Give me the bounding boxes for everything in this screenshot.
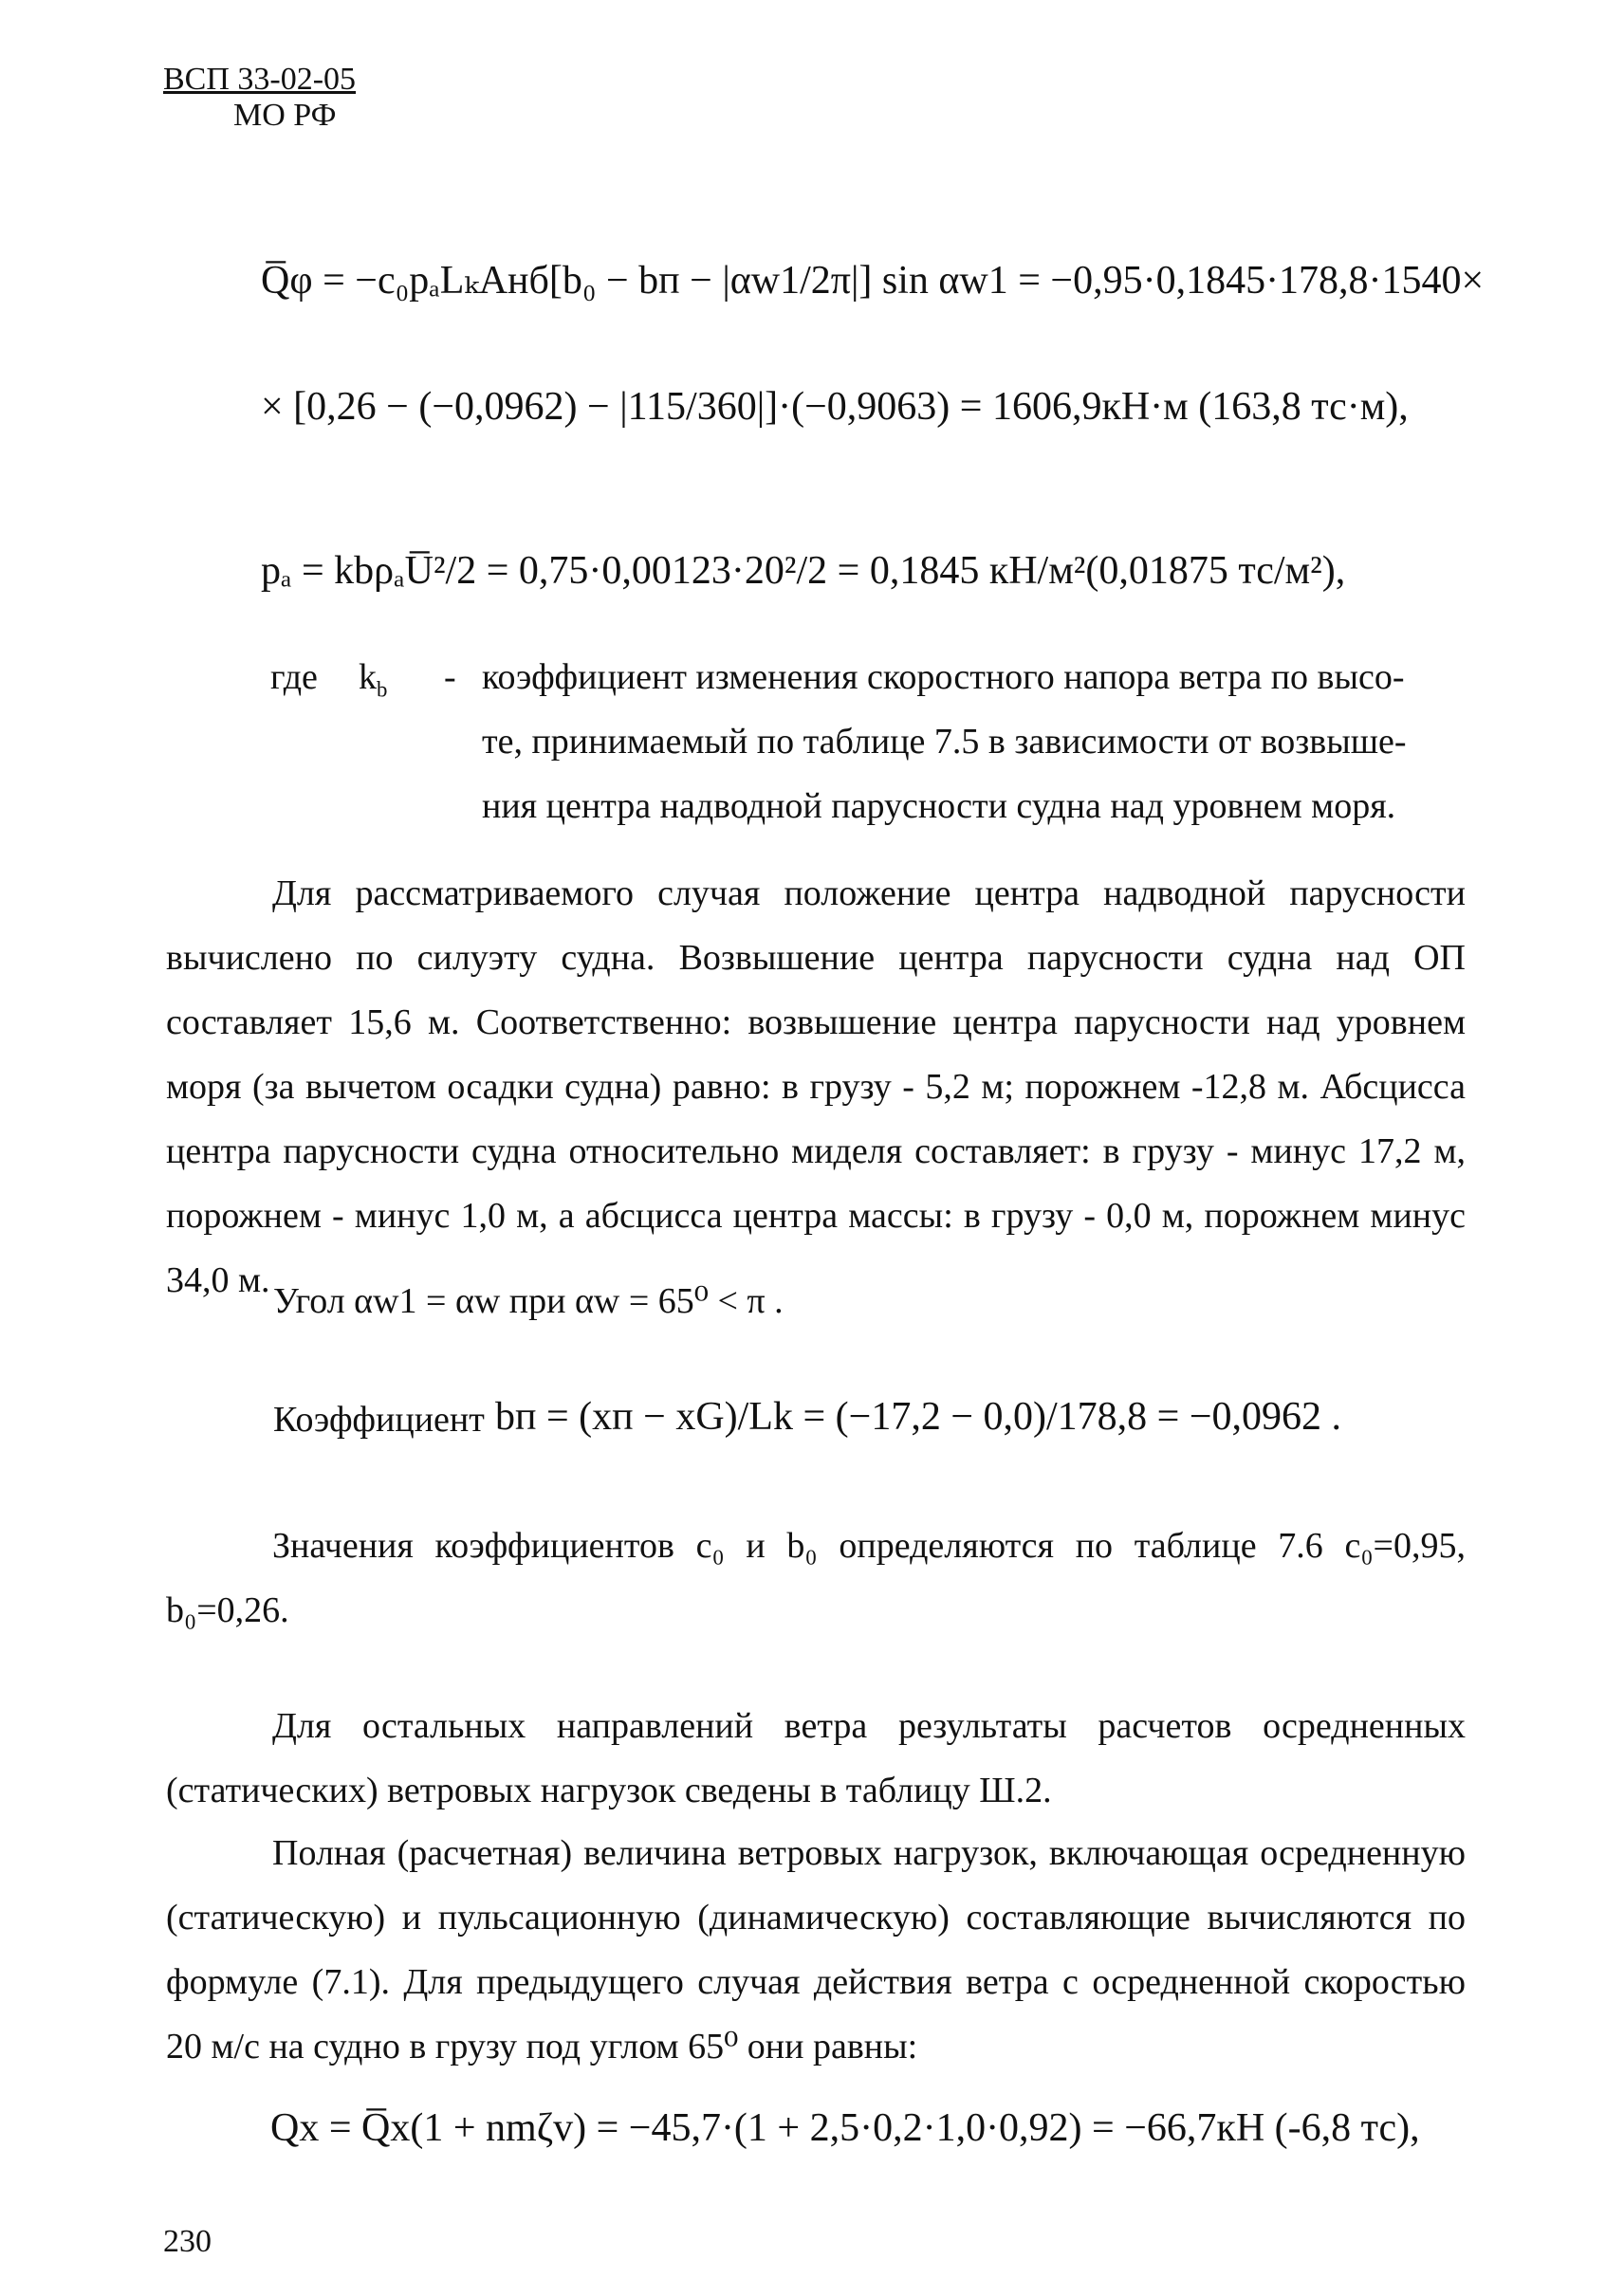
formula-q-phi-line2: × [0,26 − (−0,0962) − |115/360|]·(−0,9063) = 1606,9кН·м (163,8 тс·м), [261,385,1409,429]
definition-line2: те, принимаемый по таблице 7.5 в зависимости от возвыше- [482,722,1407,762]
definition-where: где [270,657,318,697]
paragraph-coefficients: Значения коэффициентов c₀ и b₀ определяются по таблице 7.6 c₀=0,95, b₀=0,26. [166,1526,1466,1630]
organization: МО РФ [233,98,337,133]
paragraph-other-directions: Для остальных направлений ветра результаты расчетов осредненных (статических) ветровых нагрузок сведены в таблицу Ш.2. [166,1706,1466,1810]
paragraph-silhouette: Для рассматриваемого случая положение центра надводной парусности вычислено по силуэту судна. Возвышение центра парусности судна над ОП составляет 15,6 м. Соответственно: возвышение центра парусности над уровнем моря (за вычетом осадки судна) равно: в грузу - 5,2 м; порожнем -12,8 м. Абсцисса центра парусности судна относительно миделя составляет: в грузу - минус 17,2 м, порожнем - минус 1,0 м, а абсцисса центра массы: в грузу - 0,0 м, порожнем минус 34,0 м. [166,873,1466,1300]
definition-dash: - [444,657,456,697]
definition-symbol-sub: b [377,677,388,702]
page-number: 230 [163,2224,212,2259]
formula-q-phi-line1: Q̅φ = −c₀pₐLₖAнб[b₀ − bп − |αw1/2π|] sin αw1 = −0,95·0,1845·178,8·1540× [261,259,1485,303]
coefficient-formula: bп = (xп − xG)/Lk = (−17,2 − 0,0)/178,8 = −0,0962 . [495,1395,1342,1439]
paragraph-full-load: Полная (расчетная) величина ветровых нагрузок, включающая осредненную (статическую) и пульсационную (динамическую) составляющие вычисляются по формуле (7.1). Для предыдущего случая действия ветра с осредненной скоростью 20 м/с на судно в грузу под углом 65⁰ они равны: [166,1833,1466,2066]
angle-line: Угол αw1 = αw при αw = 65⁰ < π . [273,1281,784,1321]
definition-symbol [359,656,388,702]
document-code: ВСП 33-02-05 [163,62,357,97]
definition-line3: ния центра надводной парусности судна над уровнем моря. [482,786,1396,826]
definition-line1: коэффициент изменения скоростного напора ветра по высо- [482,657,1405,697]
formula-q-x: Qx = Q̅x(1 + nmζv) = −45,7·(1 + 2,5·0,2·1,0·0,92) = −66,7кН (-6,8 тс), [270,2106,1420,2150]
definition-symbol-k: k [359,657,377,697]
formula-p-a: pₐ = kbρₐU̅²/2 = 0,75·0,00123·20²/2 = 0,1845 кН/м²(0,01875 тс/м²), [261,549,1346,593]
coefficient-label: Коэффициент [273,1400,485,1440]
